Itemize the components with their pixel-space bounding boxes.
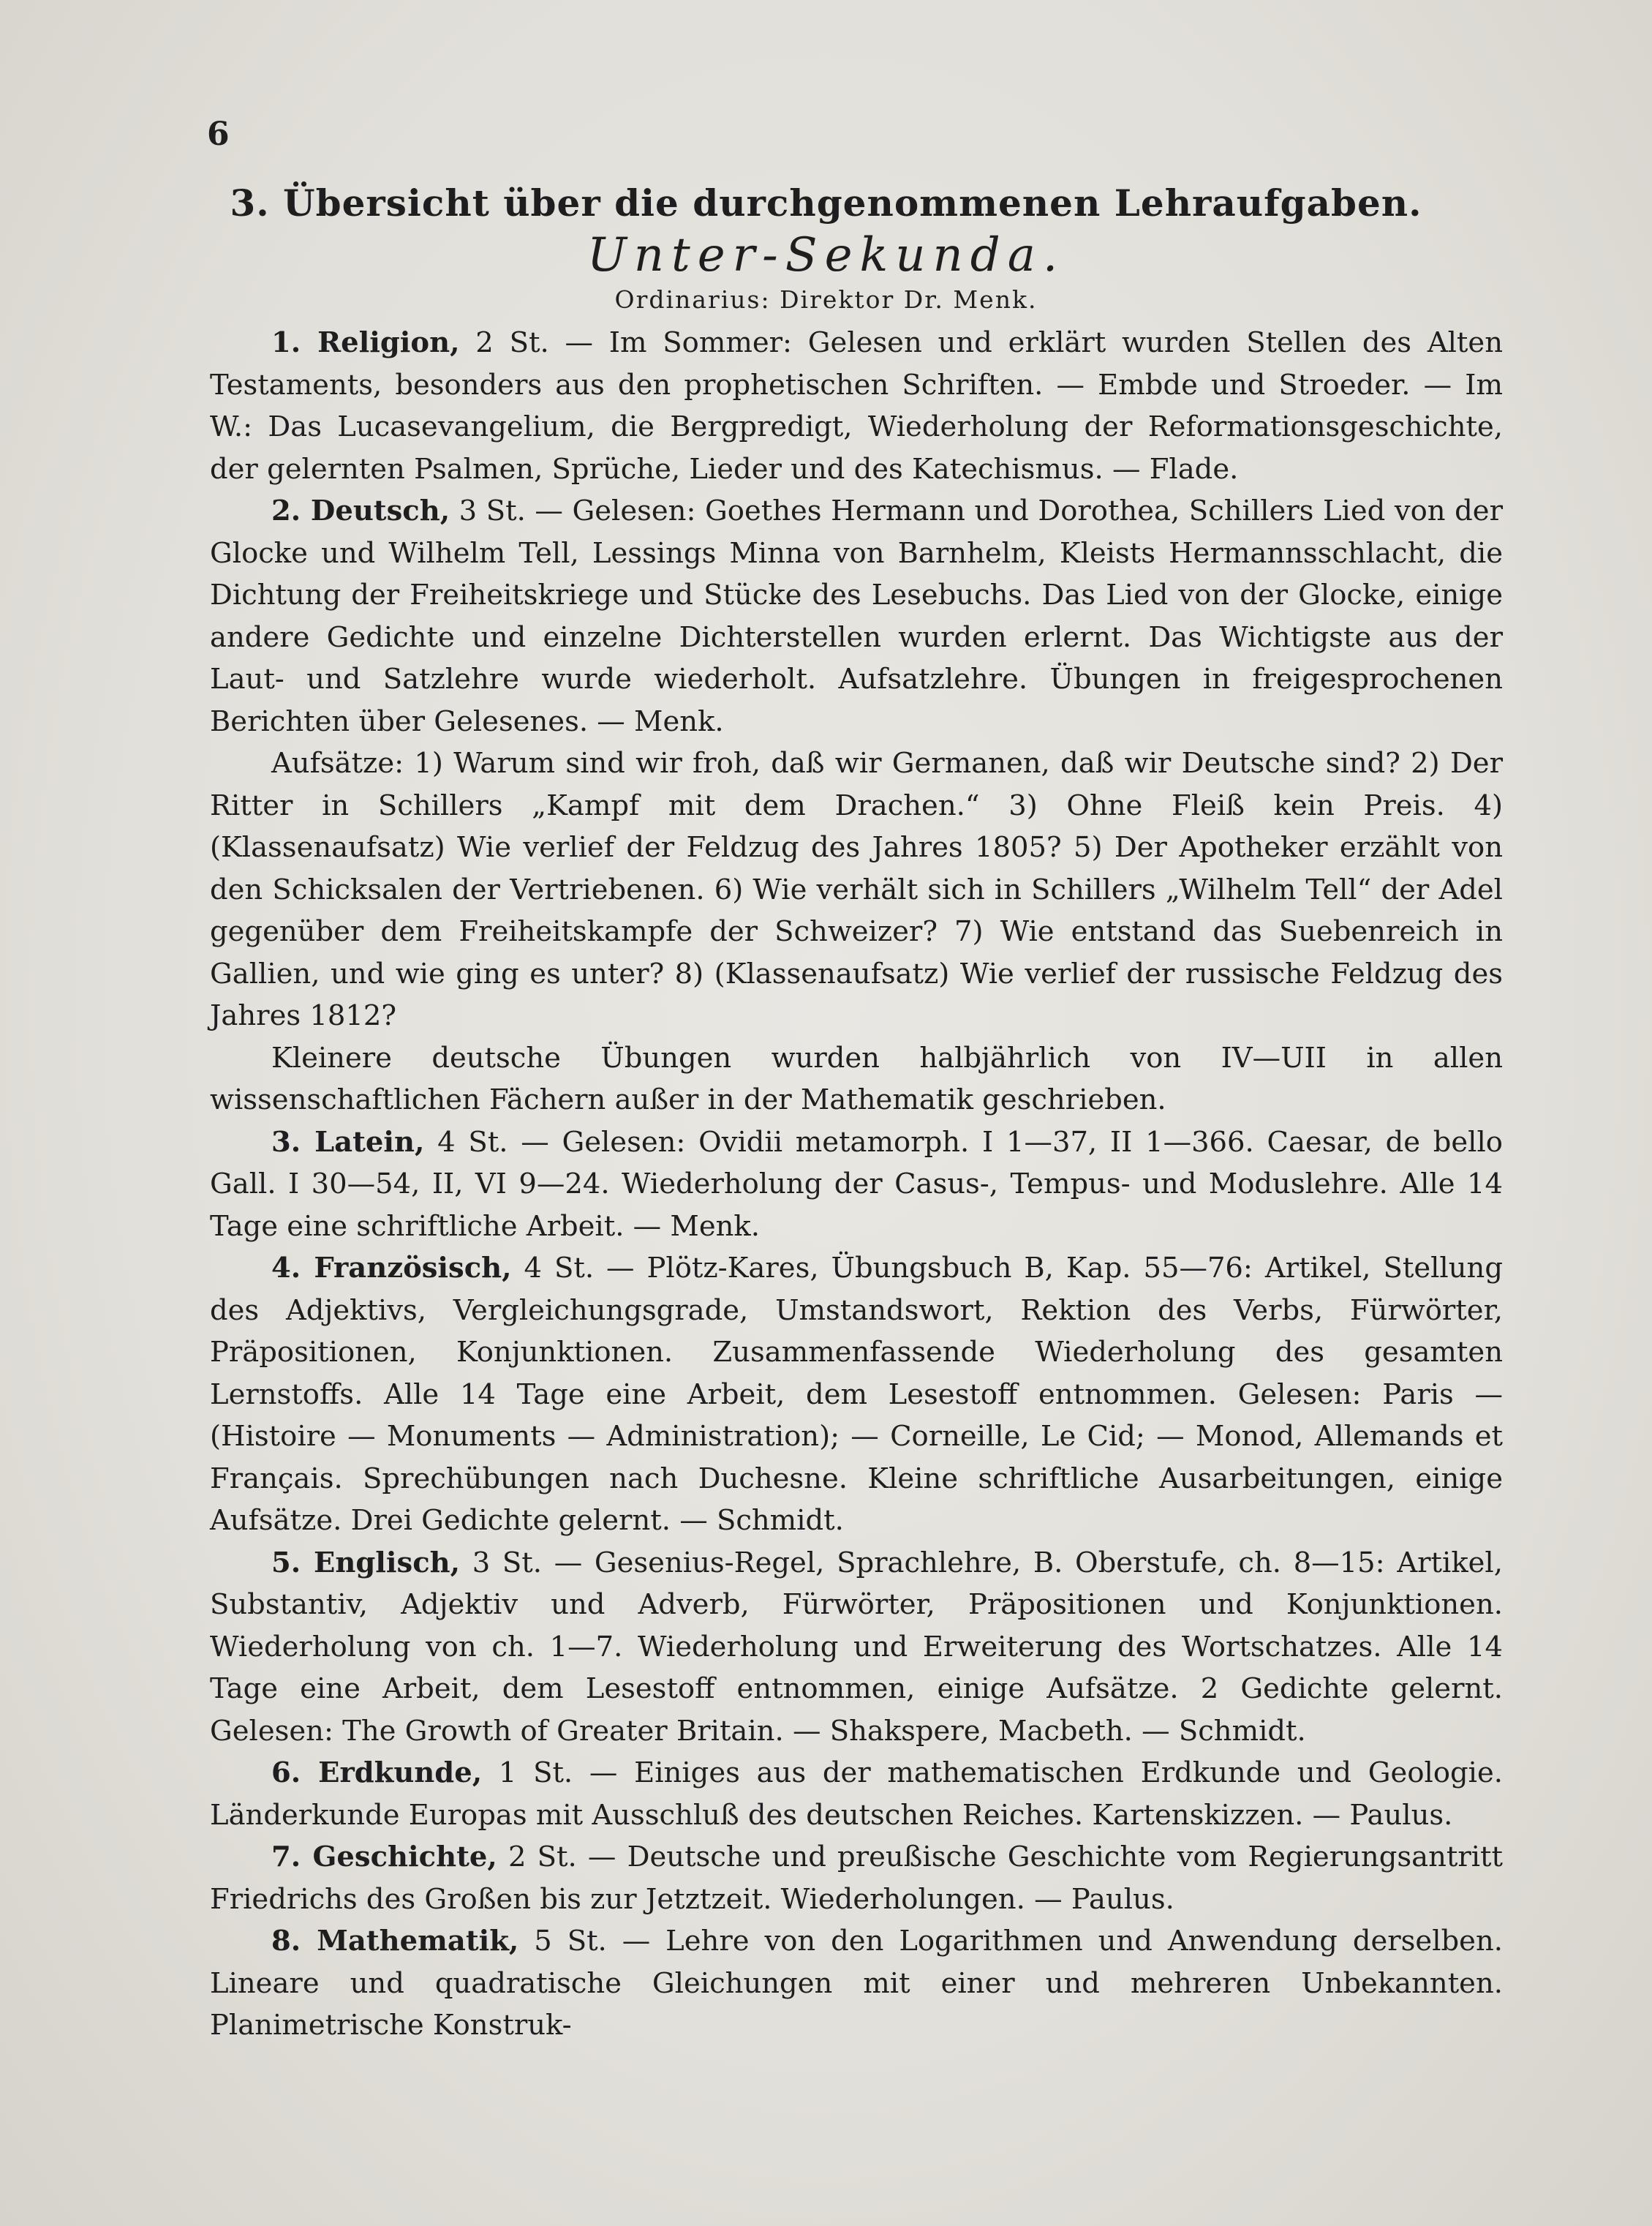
subject-text: Aufsätze: 1) Warum sind wir froh, daß wir Germanen, daß wir Deutsche sind? 2) Der Ritter in Schillers „Kampf mit dem Drachen.“ 3) Ohne Fleiß kein Preis. 4) (Klassenaufsatz) Wie verlief der Feldzug des Jahres 1805? 5) Der Apotheker erzählt von den Schicksalen der Vertriebenen. 6) Wie verhält sich in Schillers „Wilhelm Tell“ der Adel gegenüber dem Freiheitskampfe der Schweizer? 7) Wie entstand das Suebenreich in Gallien, und wie ging es unter? 8) (Klassenaufsatz) Wie verlief der russische Feldzug des Jahres 1812?	[210, 747, 1503, 1032]
page-number: 6	[207, 116, 230, 153]
paragraph-mathematik	[210, 1920, 1503, 2047]
paragraph-erdkunde	[210, 1752, 1503, 1836]
curriculum-body	[210, 322, 1503, 2047]
section-title: 3. Übersicht über die durchgenommenen Lehraufgaben.	[230, 181, 1422, 225]
subject-heading: 8. Mathematik,	[271, 1925, 519, 1958]
paragraph-englisch	[210, 1542, 1503, 1753]
subject-text: 3 St. — Gesenius-Regel, Sprachlehre, B. Oberstufe, ch. 8—15: Artikel, Substantiv, Adjektiv und Adverb, Fürwörter, Präpositionen und Konjunktionen. Wiederholung von ch. 1—7. Wiederholung und Erweiterung des Wortschatzes. Alle 14 Tage eine Arbeit, dem Lesestoff entnommen, einige Aufsätze. 2 Gedichte gelernt. Gelesen: The Growth of Greater Britain. — Shakspere, Macbeth. — Schmidt.	[210, 1546, 1503, 1748]
ordinarius-line: Ordinarius: Direktor Dr. Menk.	[614, 285, 1038, 314]
paragraph-religion	[210, 322, 1503, 490]
subject-text: 5 St. — Lehre von den Logarithmen und Anwendung derselben. Lineare und quadratische Gleichungen mit einer und mehreren Unbekannten. Planimetrische Konstruk-	[210, 1925, 1503, 2042]
subject-text: Kleinere deutsche Übungen wurden halbjährlich von IV—UII in allen wissenschaftlichen Fächern außer in der Mathematik geschrieben.	[210, 1041, 1503, 1116]
subject-heading: 2. Deutsch,	[271, 495, 450, 527]
subject-text: 3 St. — Gelesen: Goethes Hermann und Dorothea, Schillers Lied von der Glocke und Wilhelm Tell, Lessings Minna von Barnhelm, Kleists Hermannsschlacht, die Dichtung der Freiheitskriege und Stücke des Lesebuchs. Das Lied von der Glocke, einige andere Gedichte und einzelne Dichterstellen wurden erlernt. Das Wichtigste aus der Laut- und Satzlehre wurde wiederholt. Aufsatzlehre. Übungen in freigesprochenen Berichten über Gelesenes. — Menk.	[210, 495, 1503, 738]
paragraph-aufsaetze	[210, 742, 1503, 1037]
subject-text: 2 St. — Deutsche und preußische Geschichte vom Regierungsantritt Friedrichs des Großen bis zur Jetztzeit. Wiederholungen. — Paulus.	[210, 1840, 1503, 1916]
subject-heading: 6. Erdkunde,	[271, 1756, 483, 1789]
paragraph-deutsch	[210, 490, 1503, 742]
subject-text: 4 St. — Plötz-Kares, Übungsbuch B, Kap. 55—76: Artikel, Stellung des Adjektivs, Vergleichungsgrade, Umstandswort, Rektion des Verbs, Fürwörter, Präpositionen, Konjunktionen. Zusammenfassende Wiederholung des gesamten Lernstoffs. Alle 14 Tage eine Arbeit, dem Lesestoff entnommen. Gelesen: Paris — (Histoire — Monuments — Administration); — Corneille, Le Cid; — Monod, Allemands et Français. Sprechübungen nach Duchesne. Kleine schriftliche Ausarbeitungen, einige Aufsätze. Drei Gedichte gelernt. — Schmidt.	[210, 1252, 1503, 1537]
subject-heading: 3. Latein,	[271, 1125, 425, 1159]
class-title: Unter-Sekunda.	[587, 228, 1065, 282]
subject-text: 1 St. — Einiges aus der mathematischen Erdkunde und Geologie. Länderkunde Europas mit Ausschluß des deutschen Reiches. Kartenskizzen. — Paulus.	[210, 1756, 1503, 1832]
paragraph-geschichte	[210, 1836, 1503, 1920]
subject-text: 2 St. — Im Sommer: Gelesen und erklärt wurden Stellen des Alten Testaments, besonders aus den prophetischen Schriften. — Embde und Stroeder. — Im W.: Das Lucasevangelium, die Bergpredigt, Wiederholung der Reformationsgeschichte, der gelernten Psalmen, Sprüche, Lieder und des Katechismus. — Flade.	[210, 326, 1503, 486]
subject-heading: 4. Französisch,	[271, 1252, 512, 1285]
subject-heading: 5. Englisch,	[271, 1546, 461, 1579]
paragraph-uebungen	[210, 1037, 1503, 1121]
paragraph-franzoesisch	[210, 1247, 1503, 1542]
paragraph-latein	[210, 1121, 1503, 1248]
subject-text: 4 St. — Gelesen: Ovidii metamorph. I 1—37, II 1—366. Caesar, de bello Gall. I 30—54, II, VI 9—24. Wiederholung der Casus-, Tempus- und Moduslehre. Alle 14 Tage eine schriftliche Arbeit. — Menk.	[210, 1125, 1503, 1243]
subject-heading: 7. Geschichte,	[271, 1840, 497, 1873]
subject-heading: 1. Religion,	[271, 326, 460, 359]
